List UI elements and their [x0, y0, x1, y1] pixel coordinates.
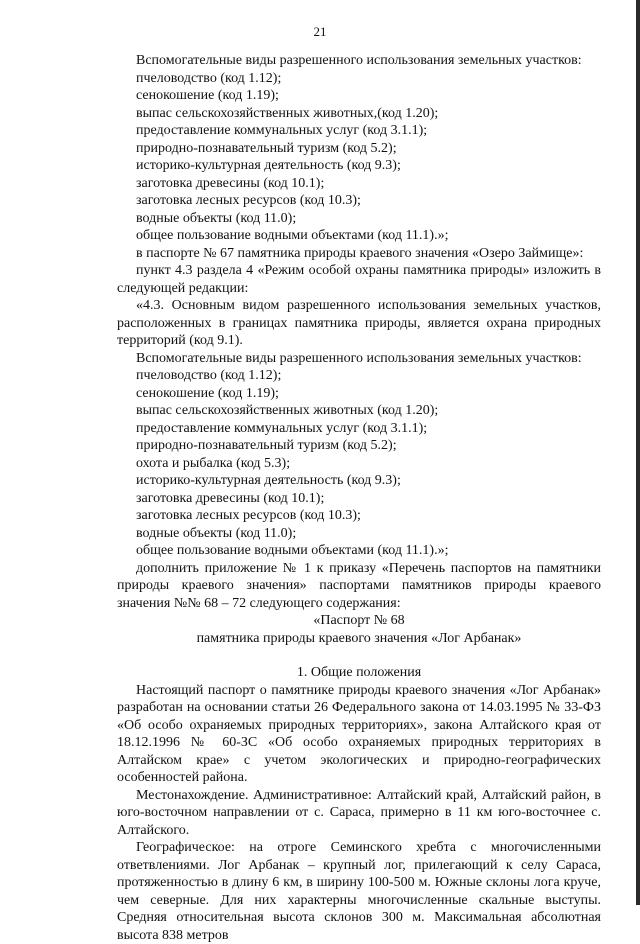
list-item: охота и рыбалка (код 5.3); — [136, 455, 291, 471]
list-item: пчеловодство (код 1.12); — [136, 70, 282, 86]
paragraph: Настоящий паспорт о памятнике природы краевого значения «Лог Арбанак» разработан на основании статьи 26 Федерального закона от 14.03.1995 № 33-ФЗ «Об особо охраняемых природных территориях», закона Алтайского края от 18.12.1996 № 60-ЗС «Об особо охраняемых природных территориях в Алтайском крае» с учетом экологических и природно-географических особенностей района. — [117, 682, 601, 785]
list-item: сенокошение (код 1.19); — [136, 385, 279, 401]
list-item: общее пользование водными объектами (код 11.1).»; — [136, 543, 449, 558]
passport-title: «Паспорт № 68 — [313, 613, 405, 628]
list-item: общее пользование водными объектами (код 11.1).»; — [136, 228, 449, 243]
passport-subtitle: памятника природы краевого значения «Лог Арбанак» — [196, 630, 522, 646]
paragraph: пункт 4.3 раздела 4 «Режим особой охраны памятника природы» изложить в следующей редакции: — [117, 263, 601, 296]
paragraph: Географическое: на отроге Семинского хребта с многочисленными ответвлениями. Лог Арбанак – крупный лог, прилегающий к селу Сараса, протяженностью в длину 6 км, в ширину 100-500 м. Южные склоны лога круче, чем северные. Для них характерны многочисленные скальные выступы. Средняя относительная высота склонов 300 м. Максимальная абсолютная высота 838 метров — [117, 840, 601, 943]
list-item: историко-культурная деятельность (код 9.3); — [136, 473, 401, 488]
paragraph: в паспорте № 67 памятника природы краевого значения «Озеро Займище»: — [136, 245, 584, 261]
list-item: заготовка древесины (код 10.1); — [136, 175, 325, 191]
spacer — [117, 647, 601, 664]
page-number: 21 — [313, 24, 327, 39]
list-item: заготовка древесины (код 10.1); — [136, 490, 325, 506]
list-item: выпас сельскохозяйственных животных,(код 1.20); — [136, 105, 439, 121]
document-body — [117, 52, 601, 944]
list-item: предоставление коммунальных услуг (код 3.1.1); — [136, 123, 428, 138]
list-item: водные объекты (код 11.0); — [136, 525, 297, 541]
page-edge — [636, 0, 640, 905]
list-item: заготовка лесных ресурсов (код 10.3); — [136, 508, 361, 523]
list-item: пчеловодство (код 1.12); — [136, 368, 282, 383]
paragraph: «4.3. Основным видом разрешенного использования земельных участков, расположенных в границах памятника природы, является охрана природных территорий (код 9.1). — [117, 298, 601, 348]
list-item: выпас сельскохозяйственных животных (код 1.20); — [136, 403, 439, 418]
list-item: водные объекты (код 11.0); — [136, 210, 297, 226]
list-item: историко-культурная деятельность (код 9.3); — [136, 158, 401, 173]
list-item: сенокошение (код 1.19); — [136, 88, 279, 103]
list-item: заготовка лесных ресурсов (код 10.3); — [136, 193, 361, 208]
list-item: природно-познавательный туризм (код 5.2); — [136, 438, 397, 453]
list-item: природно-познавательный туризм (код 5.2); — [136, 140, 397, 156]
text-line: Вспомогательные виды разрешенного использования земельных участков: — [136, 53, 582, 68]
paragraph: Местонахождение. Административное: Алтайский край, Алтайский район, в юго-восточном направлении от с. Сараса, примерно в 11 км юго-восточнее с. Алтайского. — [117, 787, 601, 838]
list-item: предоставление коммунальных услуг (код 3.1.1); — [136, 420, 428, 436]
paragraph: дополнить приложение № 1 к приказу «Перечень паспортов на памятники природы краевого значения» паспортами памятников природы краевого значения №№ 68 – 72 следующего содержания: — [117, 560, 601, 611]
section-heading: 1. Общие положения — [296, 665, 422, 680]
text-line: Вспомогательные виды разрешенного использования земельных участков: — [136, 350, 582, 366]
